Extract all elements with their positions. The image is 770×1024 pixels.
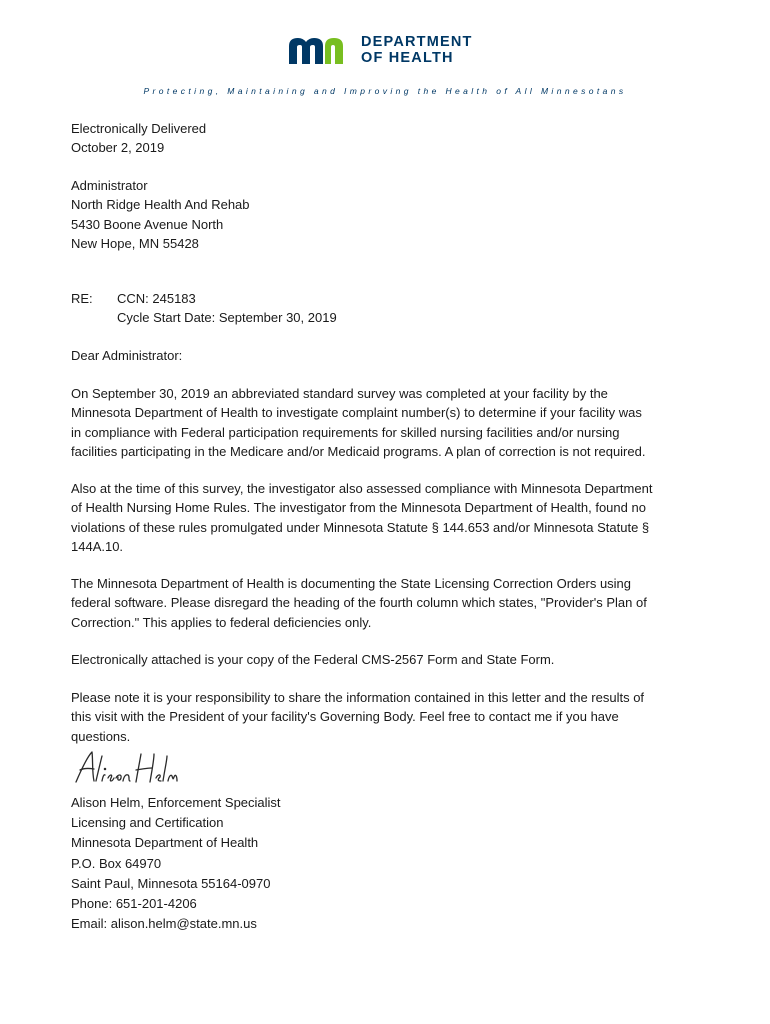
paragraph-line: Also at the time of this survey, the investigator also assessed compliance with Minnesota Department [71,481,653,496]
logo-wordmark [361,34,473,66]
signer-po-box: P.O. Box 64970 [71,855,162,871]
letter-date: October 2, 2019 [71,140,165,156]
paragraph-line: violations of these rules promulgated under Minnesota Statute § 144.653 and/or Minnesota Statute § [71,519,650,535]
paragraph-line: in compliance with Federal participation requirements for skilled nursing facilities and/or nursing [71,424,620,440]
paragraph-line: Minnesota Department of Health to investigate complaint number(s) to determine if your facility was [71,405,642,421]
paragraph-line: 144A.10. [71,539,124,555]
cycle-start-date: Cycle Start Date: September 30, 2019 [117,310,337,326]
mn-logo-icon [289,36,353,64]
paragraph-4 [71,650,701,669]
paragraph-line: Please note it is your responsibility to share the information contained in this letter and the results of [71,690,645,705]
recipient-title: Administrator [71,178,148,193]
signer-name-title: Alison Helm, Enforcement Specialist [71,795,281,810]
recipient-address [71,176,701,254]
tagline: Protecting, Maintaining and Improving the Health of All Minnesotans [143,86,627,96]
signature-block [71,793,701,934]
mdh-logo [289,34,473,66]
paragraph-line: of Health Nursing Home Rules. The investigator from the Minnesota Department of Health, found no [71,500,646,516]
delivery-method: Electronically Delivered [71,121,207,136]
paragraph-2 [71,479,701,557]
logo-line-2: OF HEALTH [361,50,454,66]
recipient-facility: North Ridge Health And Rehab [71,197,250,213]
signer-city: Saint Paul, Minnesota 55164-0970 [71,875,271,891]
paragraph-line: this visit with the President of your facility's Governing Body. Feel free to contact me if you have [71,709,619,725]
paragraph-line: federal software. Please disregard the heading of the fourth column which states, "Provider's Plan of [71,595,647,611]
paragraph-line: The Minnesota Department of Health is documenting the State Licensing Correction Orders using [71,576,632,591]
paragraph-line: On September 30, 2019 an abbreviated standard survey was completed at your facility by the [71,386,608,401]
ccn-number: CCN: 245183 [117,291,196,306]
logo-line-1: DEPARTMENT [361,34,473,50]
delivery-block [71,119,701,158]
paragraph-line: facilities participating in the Medicare and/or Medicaid programs. A plan of correction is not required. [71,444,646,460]
handwritten-signature [72,748,182,788]
paragraph-line: questions. [71,728,131,744]
paragraph-1 [71,384,701,462]
signer-department: Minnesota Department of Health [71,835,259,851]
signer-unit: Licensing and Certification [71,815,224,831]
salutation [71,346,701,365]
paragraph-3 [71,574,701,632]
signer-phone: Phone: 651-201-4206 [71,896,197,912]
paragraph-line: Electronically attached is your copy of the Federal CMS-2567 Form and State Form. [71,652,555,667]
signer-email: Email: alison.helm@state.mn.us [71,916,257,932]
re-label: RE: [71,291,93,306]
recipient-city: New Hope, MN 55428 [71,236,199,252]
paragraph-5 [71,688,701,746]
paragraph-line: Correction." This applies to federal deficiencies only. [71,614,372,630]
recipient-street: 5430 Boone Avenue North [71,216,224,232]
salutation-text: Dear Administrator: [71,348,183,363]
